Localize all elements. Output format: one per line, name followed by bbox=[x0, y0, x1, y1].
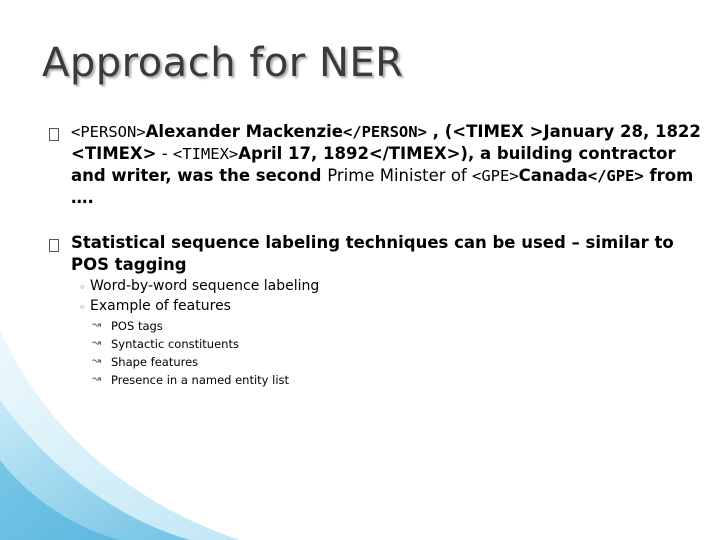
sub-bullet-marker: ◦ bbox=[79, 301, 86, 314]
timex-tag: <TIMEX> bbox=[71, 144, 157, 163]
text-segment: from …. bbox=[71, 166, 694, 207]
leaf-bullet-icon: ↝ bbox=[92, 318, 102, 331]
timex-open-tag-2: <TIMEX> bbox=[172, 145, 239, 163]
person-entity: Alexander Mackenzie bbox=[145, 122, 343, 141]
leaf-bullet-icon: ↝ bbox=[92, 354, 102, 367]
leaf-bullet-icon: ↝ bbox=[92, 372, 102, 385]
text-segment: ), a building contractor and writer, was the second bbox=[71, 144, 676, 185]
feature-named-entity-list: Presence in a named entity list bbox=[111, 373, 290, 387]
sub-item-example-features: Example of features bbox=[90, 298, 231, 314]
date-entity-2: April 17, 1892 bbox=[238, 144, 369, 163]
text-segment: - bbox=[156, 144, 173, 163]
gpe-entity: Canada bbox=[518, 166, 588, 185]
slide-title: Approach for NER bbox=[42, 40, 404, 86]
gpe-open-tag: <GPE> bbox=[471, 167, 519, 185]
timex-close-tag: </TIMEX> bbox=[368, 144, 461, 163]
bullet-marker-1 bbox=[49, 128, 59, 141]
feature-pos-tags: POS tags bbox=[111, 319, 163, 333]
bullet-statistical: Statistical sequence labeling techniques can be used – similar to POS tagging bbox=[71, 233, 674, 274]
sub-bullet-marker: ◦ bbox=[79, 281, 86, 294]
sub-item-word-by-word: Word-by-word sequence labeling bbox=[90, 278, 320, 294]
feature-syntactic-constituents: Syntactic constituents bbox=[111, 337, 239, 351]
gpe-close-tag: </GPE> bbox=[587, 167, 644, 185]
date-entity-1: January 28, 1822 bbox=[543, 122, 701, 141]
person-open-tag: <PERSON> bbox=[71, 123, 146, 141]
feature-shape-features: Shape features bbox=[111, 355, 199, 369]
person-close-tag: </PERSON> bbox=[342, 123, 427, 141]
ner-example-paragraph bbox=[71, 121, 711, 209]
leaf-bullet-icon: ↝ bbox=[92, 336, 102, 349]
text-segment: , ( bbox=[426, 122, 453, 141]
bullet-marker-2 bbox=[49, 239, 59, 252]
timex-open-tag: <TIMEX > bbox=[452, 122, 544, 141]
text-segment-normal: Prime Minister of bbox=[327, 166, 472, 185]
